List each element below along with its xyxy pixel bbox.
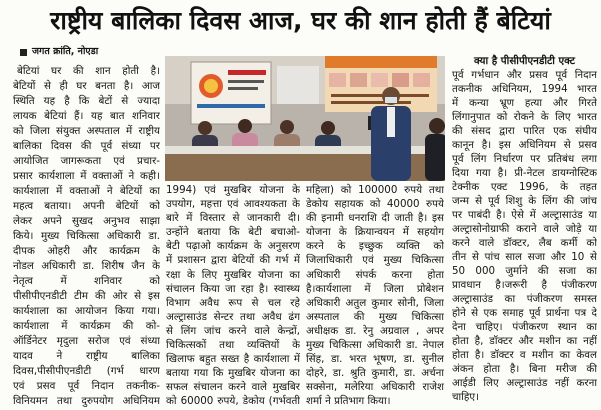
text-line: अल्ट्रासाउंड का पंजीकरण समस्त [452, 293, 597, 305]
news-photo [165, 56, 445, 181]
text-line: पूर्व लिंग निर्धारण पर प्रतिबंध लगा [452, 153, 597, 165]
text-line: है।कार्यशाला में जिला प्रोबेशन [306, 282, 444, 295]
microphone-icon [368, 116, 371, 130]
text-line: बताया गया कि मुखबिर योजना का [166, 367, 300, 380]
speaker-shirt [387, 107, 395, 137]
text-line: अधिकारी अतुल कुमार सोनी, जिला [306, 296, 444, 309]
text-line: टेक्नीक एक्ट 1996, के तहत [452, 181, 597, 193]
text-line: संचालन किया जा रहा है। स्वास्थ्य [166, 282, 300, 295]
text-line: उपयोग, महत्ता एवं आवश्यकता के [166, 198, 300, 211]
byline-block [20, 45, 98, 59]
banner-photo-1 [329, 73, 346, 87]
text-line: लेकर अपने सुखद अनुभव साझा [13, 215, 160, 227]
text-line: कार्यशाला में कार्यक्रम की को- [13, 320, 160, 332]
text-line: अल्ट्रासाउंड सेन्टर तथा अवैध ढंग [166, 310, 300, 323]
person-5-body [425, 134, 445, 181]
text-line: महिला) को 100000 रुपये तथा [306, 184, 444, 196]
text-line: शर्मा ने प्रतिभाग किया। [306, 395, 391, 408]
person-1-head [198, 121, 212, 135]
text-line: विनियमन तथा दुरुपयोग अधिनियम [13, 395, 160, 407]
text-line: योजना के क्रियान्वयन में सहयोग [306, 226, 444, 239]
banner-photo-3 [371, 73, 388, 87]
banner-text-bar-2 [228, 87, 258, 90]
text-line: अधीक्षक डा. रेनु अग्रवाल , अपर [306, 324, 444, 337]
banner-text-bar-3 [331, 94, 429, 97]
text-line: से लिंग जांच करने वाले केन्द्रों, [166, 324, 300, 337]
text-line: दीपक ओहरी और कार्यक्रम के [13, 245, 160, 257]
text-line: स्थिति यह है कि बेटों से ज्यादा [13, 95, 160, 107]
text-line: बालिका दिवस की पूर्व संध्या पर [13, 140, 160, 152]
text-line: अंकन होता है। बिना मरीज की [452, 363, 597, 375]
text-line: बेटी पढ़ाओ कार्यक्रम के अनुसरण [166, 240, 300, 253]
middle-column-1 [166, 183, 300, 409]
text-line: को 60000 रुपये, डेकोय (गर्भवती [166, 395, 300, 408]
text-line: महत्व बताया। अपनी बेटियों को [13, 200, 160, 212]
text-line: की इनामी धनराशि दी जाती है। इस [306, 212, 444, 225]
text-line: देना चाहिए। पंजीकरण स्थान का [452, 321, 597, 333]
text-line: प्रसार कार्यशाला में वक्ताओं ने कही। [13, 170, 160, 182]
banner-logo-inner [204, 79, 218, 93]
text-line: 50 000 जुर्माने की सजा का [452, 265, 597, 277]
text-line: 1994) एवं मुखबिर योजना के [166, 184, 300, 196]
text-line: मुख्य चिकित्सा अधिकारी डा. नेपाल [306, 339, 444, 352]
text-line: दोहरे, डा. श्रुति कुमारी, डा. अर्चना [306, 367, 444, 380]
text-line: करने के इच्छुक व्यक्ति को [306, 240, 444, 253]
sidebar-body [452, 68, 597, 404]
text-line: पीसीपीएनडीटी टीम की ओर से इस [13, 290, 160, 302]
text-line: प्रावधान है।जरूरी है पंजीकरण [452, 279, 597, 291]
banner-photo-5 [413, 73, 430, 87]
text-line: तकनीक अधिनियम, 1994 भारत [452, 83, 597, 95]
text-line: नोडल अधिकारी डा. शिरीष जैन के [13, 260, 160, 272]
headline: राष्ट्रीय बालिका दिवस आज, घर की शान होती हैं बेटियां [50, 6, 551, 35]
text-line: आयोजित जागरूकता एवं प्रचार- [13, 155, 160, 167]
text-line: लायक बेटियां हैं। यह बात शनिवार [13, 110, 160, 122]
text-line: खिलाफ बहुत सख्त है कार्यशाला में [166, 353, 300, 366]
banner-red-bar [228, 70, 266, 75]
text-line: अधिकारी संपर्क करना होता [306, 268, 444, 281]
text-line: होता है, डॉक्टर और मशीन का नहीं [452, 335, 597, 347]
person-5-head [429, 118, 445, 134]
wall-screen [277, 66, 319, 104]
text-line: में कन्या भ्रूण हत्या और गिरते [452, 97, 597, 109]
text-line: रक्षा के लिए मुखबिर योजना का [166, 268, 300, 281]
text-line: विभाग अवैध रूप से चल रहे [166, 296, 300, 309]
byline: जगत क्रांति, नोएडा [32, 46, 99, 57]
text-line: अस्पताल की मुख्य चिकित्सा [306, 310, 444, 323]
text-line: ऑर्डिनेटर मृदुला सरोज एवं संध्या [13, 335, 160, 347]
text-line: चिकित्सकों तथा व्यक्तियों के [166, 339, 300, 352]
text-line: सक्सेना, मलेरिया अधिकारी राजेश [306, 381, 444, 394]
text-line: नेतृत्व में शनिवार को [13, 275, 160, 287]
person-4-head [321, 121, 335, 135]
banner-photo-2 [350, 73, 367, 87]
text-line: बेटियां घर की शान होती है। [17, 65, 160, 77]
text-line: उन्होंने बताया कि बेटी बचाओ- [166, 226, 300, 239]
text-line: में प्रशासन द्वारा बेटियों की गर्भ में [166, 254, 300, 267]
text-line: सिंह, डा. भरत भूषण, डा. सुनील [306, 353, 444, 366]
speaker-mask [385, 97, 397, 103]
text-line: बेटियों से ही घर बनता है। आज [13, 80, 160, 92]
text-line: अल्ट्रासोनोग्राफी कराने वाले जोड़े या [452, 223, 597, 235]
photo-scene [165, 56, 445, 181]
text-line: चाहिए। [452, 391, 479, 403]
text-line: पर पाबंदी है। ऐसे में अल्ट्रासाउंड या [452, 209, 597, 221]
text-line: दिया गया है। प्री-नेटल डायग्नोस्टिक [452, 167, 597, 179]
text-line: को जिला संयुक्त अस्पताल में राष्ट्रीय [13, 125, 160, 137]
middle-column-2 [306, 183, 444, 409]
text-line: आईडी लिए अल्ट्रासाउंड नहीं करना [452, 377, 597, 389]
right-banner-header [325, 56, 437, 68]
banner-photo-4 [392, 73, 409, 87]
right-column [452, 54, 597, 404]
text-line: डेकोय सहायक को 40000 रुपये [306, 198, 444, 211]
text-line: तीन से पांच साल सजा और 10 से [452, 251, 597, 263]
text-line: की संसद द्वारा पारित एक संघीय [452, 125, 597, 137]
text-line: होता है। डॉक्टर व मशीन का केवल [452, 349, 597, 361]
text-line: लिंगानुपात को रोकने के लिए भारत [452, 111, 597, 123]
text-line: बारे में विस्तार से जानकारी दी। [166, 212, 300, 225]
text-line: जिलाधिकारी एवं मुख्य चिकित्सा [306, 254, 444, 267]
text-line: यादव ने राष्ट्रीय बालिका [13, 350, 160, 362]
person-2-head [238, 119, 252, 133]
text-line: कानून है। इस अधिनियम से प्रसव [452, 139, 597, 151]
banner-blue-bar [197, 104, 265, 108]
text-line: कार्यशाला का आयोजन किया गया। [13, 305, 160, 317]
text-line: होने से एक समाह पूर्व प्रार्थना पत्र दे [452, 307, 597, 319]
text-line: कार्यशाला में वक्ताओं ने बेटियों का [13, 185, 160, 197]
text-line: सफल संचालन करने वाले मुखबिर [166, 381, 300, 394]
sidebar-heading: क्या है पीसीपीएनडीटी एक्ट [474, 55, 575, 67]
text-line: पूर्व गर्भधान और प्रसव पूर्व निदान [452, 69, 597, 81]
text-line: करने वाले डॉक्टर, लैब कर्मी को [452, 237, 597, 249]
banner-text-bar-1 [228, 80, 264, 83]
byline-bullet-icon [20, 49, 27, 56]
text-line: एवं प्रसव पूर्व निदान तकनीक- [13, 380, 160, 392]
text-line: दिवस,पीसीपीएनडीटी (गर्भ धारण [13, 365, 160, 377]
text-line: जन्म से पूर्व शिशु के लिंग की जांच [452, 195, 597, 207]
left-column [13, 64, 160, 409]
person-3-head [280, 120, 294, 134]
banner-text-bar-4 [331, 101, 411, 104]
text-line: किये। मुख्य चिकित्सा अधिकारी डा. [13, 230, 160, 242]
